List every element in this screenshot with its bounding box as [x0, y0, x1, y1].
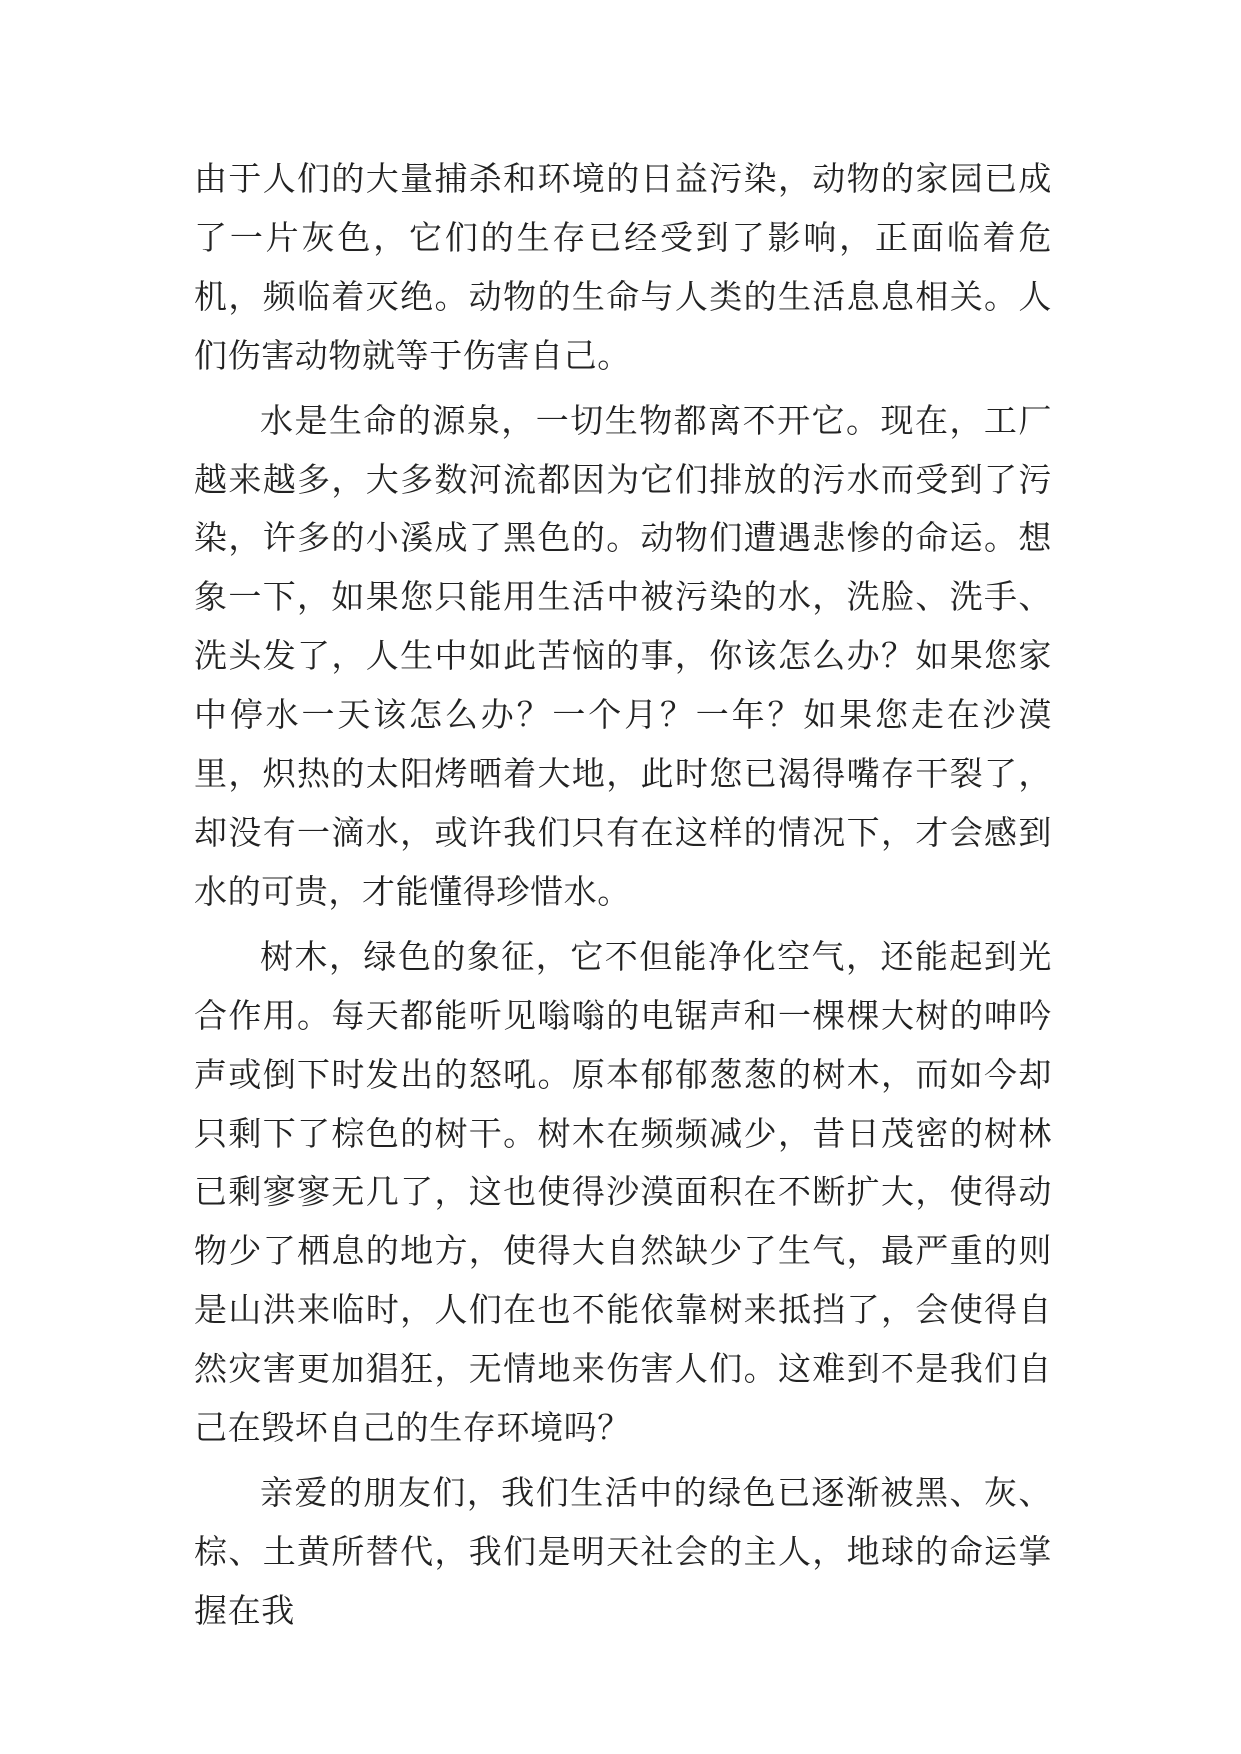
paragraph-friends: 亲爱的朋友们，我们生活中的绿色已逐渐被黑、灰、棕、土黄所替代，我们是明天社会的主人，地球的命运掌握在我: [194, 1472, 1052, 1630]
paragraph-animals: 由于人们的大量捕杀和环境的日益污染，动物的家园已成了一片灰色，它们的生存已经受到了影响，正面临着危机，频临着灭绝。动物的生命与人类的生活息息相关。人们伤害动物就等于伤害自己。: [194, 159, 1052, 375]
document-body: [194, 150, 1052, 1647]
paragraph-trees: 树木，绿色的象征，它不但能净化空气，还能起到光合作用。每天都能听见嗡嗡的电锯声和一棵棵大树的呻吟声或倒下时发出的怒吼。原本郁郁葱葱的树木，而如今却只剩下了棕色的树干。树木在频频减少，昔日茂密的树林已剩寥寥无几了，这也使得沙漠面积在不断扩大，使得动物少了栖息的地方，使得大自然缺少了生气，最严重的则是山洪来临时，人们在也不能依靠树来抵挡了，会使得自然灾害更加猖狂，无情地来伤害人们。这难到不是我们自己在毁坏自己的生存环境吗？: [194, 936, 1052, 1448]
paragraph-water: 水是生命的源泉，一切生物都离不开它。现在，工厂越来越多，大多数河流都因为它们排放的污水而受到了污染，许多的小溪成了黑色的。动物们遭遇悲惨的命运。想象一下，如果您只能用生活中被污染的水，洗脸、洗手、洗头发了，人生中如此苦恼的事，你该怎么办？如果您家中停水一天该怎么办？一个月？一年？如果您走在沙漠里，炽热的太阳烤晒着大地，此时您已渴得嘴存干裂了，却没有一滴水，或许我们只有在这样的情况下，才会感到水的可贵，才能懂得珍惜水。: [194, 400, 1052, 911]
